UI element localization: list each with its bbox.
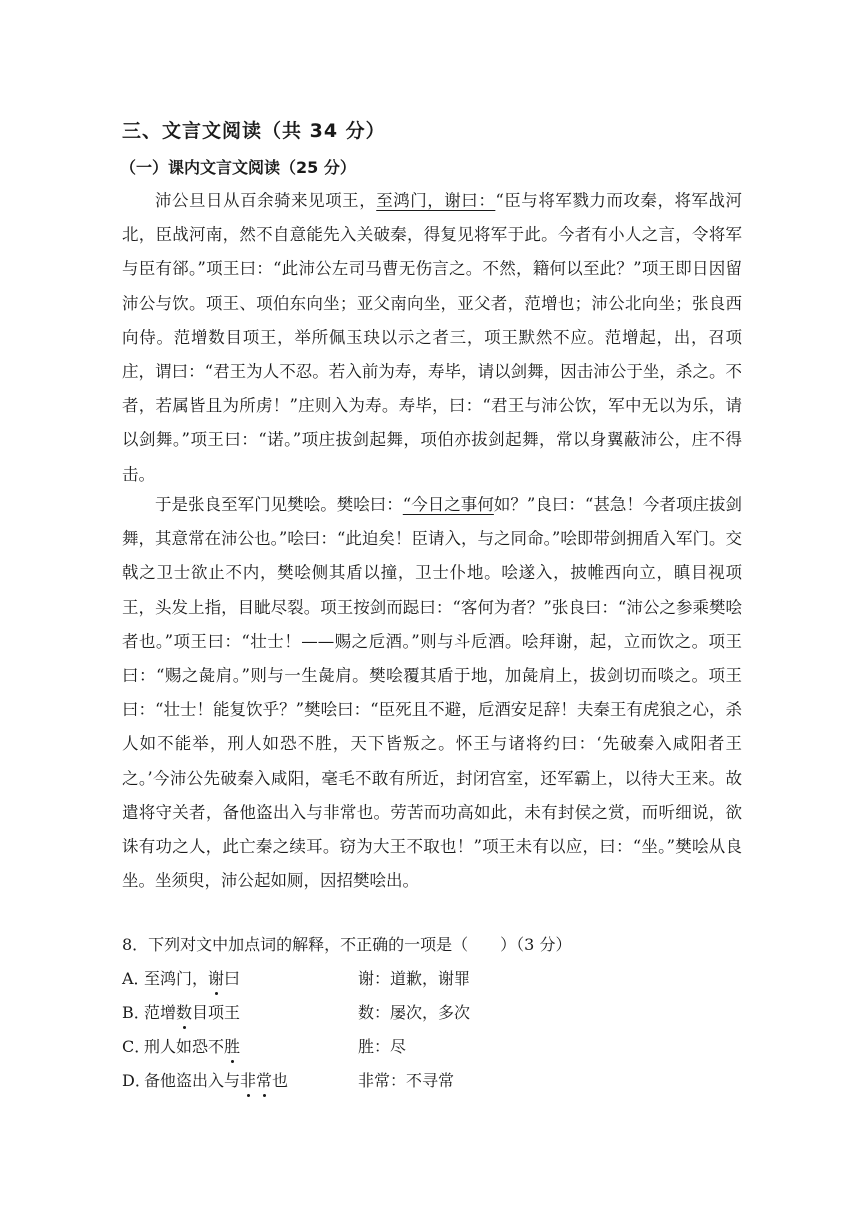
option-gloss: 非常：不寻常: [358, 1071, 455, 1090]
option-letter: C．: [122, 1037, 151, 1056]
option-letter: A．: [122, 969, 150, 988]
option-b: [122, 996, 742, 1030]
dotted-word: 胜: [224, 1030, 240, 1064]
option-letter: D．: [122, 1071, 151, 1090]
passage-text: 沛公旦日从百余骑来见项王，: [155, 191, 377, 210]
option-c: [122, 1030, 742, 1064]
passage-text: 于是张良至军门见樊哙。樊哙曰：: [155, 495, 403, 514]
dotted-word: 谢: [208, 962, 224, 996]
option-phrase: 备他盗出入与非常也: [144, 1064, 288, 1098]
option-gloss: 胜：尽: [358, 1037, 407, 1056]
passage-text: 如？”良曰：“甚急！今者项庄拔剑舞，其意常在沛公也。”哙曰：“此迫矣！臣请入，与之同命。”哙即带剑拥盾入军门。交戟之卫士欲止不内，樊哙侧其盾以撞，卫士仆地。哙遂入，披帷西向立，瞋目视项王，头发上指，目眦尽裂。项王按剑而跽曰：“客何为者？”张良曰：“沛公之参乘樊哙者也。”项王曰：“壮士！——赐之卮酒。”则与斗卮酒。哙拜谢，起，立而饮之。项王曰：“赐之彘肩。”则与一生彘肩。樊哙覆其盾于地，加彘肩上，拔剑切而啖之。项王曰：“壮士！能复饮乎？”樊哙曰：“臣死且不避，卮酒安足辞！夫秦王有虎狼之心，杀人如不能举，刑人如恐不胜，天下皆叛之。怀王与诸将约曰：‘先破秦入咸阳者王之。’今沛公先破秦入咸阳，毫毛不敢有所近，封闭宫室，还军霸上，以待大王来。故遣将守关者，备他盗出入与非常也。劳苦而功高如此，未有封侯之赏，而听细说，欲诛有功之人，此亡秦之续耳。窃为大王不取也！”项王未有以应，曰：“坐。”樊哙从良坐。坐须臾，沛公起如厕，因招樊哙出。: [122, 495, 743, 891]
option-gloss: 谢：道歉，谢罪: [358, 969, 471, 988]
passage-paragraph-1: [122, 184, 742, 492]
question-8: 8．下列对文中加点词的解释，不正确的一项是（ ）（3 分）: [122, 935, 572, 954]
option-phrase: 刑人如恐不胜: [144, 1030, 240, 1064]
option-phrase: 至鸿门，谢曰: [144, 962, 240, 996]
underlined-phrase: 至鸿门，谢曰：: [376, 191, 496, 210]
dotted-word: 数: [176, 996, 192, 1030]
underlined-phrase: “今日之事何: [402, 495, 494, 514]
option-gloss: 数：屡次，多次: [358, 1003, 471, 1022]
section-title: 三、文言文阅读（共 34 分）: [122, 120, 386, 142]
option-d: [122, 1064, 742, 1098]
sub-section-title: （一）课内文言文阅读（25 分）: [120, 158, 356, 177]
passage-paragraph-2: [122, 488, 742, 898]
dotted-word: 非常: [240, 1071, 272, 1090]
passage-text: “臣与将军戮力而攻秦，将军战河北，臣战河南，然不自意能先入关破秦，得复见将军于此。今者有小人之言，令将军与臣有郤。”项王曰：“此沛公左司马曹无伤言之。不然，籍何以至此？”项王即日因留沛公与饮。项王、项伯东向坐；亚父南向坐，亚父者，范增也；沛公北向坐；张良西向侍。范增数目项王，举所佩玉玦以示之者三，项王默然不应。范增起，出，召项庄，谓曰：“君王为人不忍。若入前为寿，寿毕，请以剑舞，因击沛公于坐，杀之。不者，若属皆且为所虏！”庄则入为寿。寿毕，曰：“君王与沛公饮，军中无以为乐，请以剑舞。”项王曰：“诺。”项庄拔剑起舞，项伯亦拔剑起舞，常以身翼蔽沛公，庄不得击。: [122, 191, 743, 484]
option-a: [122, 962, 742, 996]
option-phrase: 范增数目项王: [144, 996, 240, 1030]
option-letter: B．: [122, 1003, 150, 1022]
